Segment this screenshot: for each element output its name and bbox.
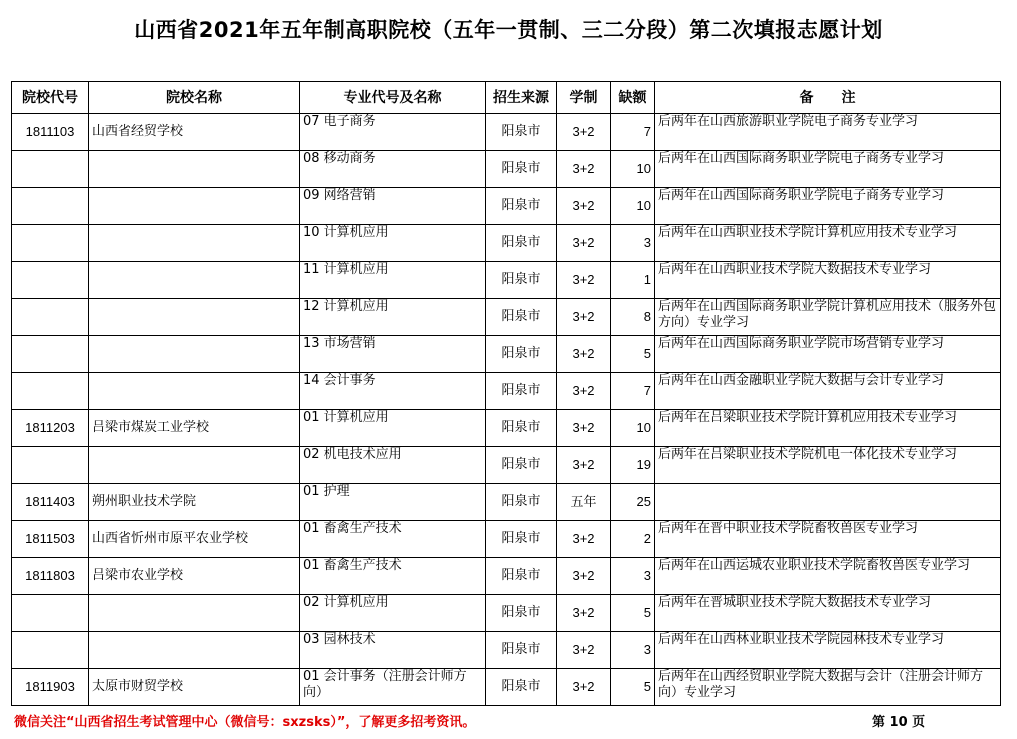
school-name-cell [89, 447, 300, 484]
table-row [12, 669, 1001, 706]
table-row [12, 447, 1001, 484]
school-code-cell: 1811203 [12, 410, 89, 447]
note-cell: 后两年在山西职业技术学院计算机应用技术专业学习 [655, 225, 1001, 262]
system-cell: 3+2 [557, 595, 611, 632]
source-cell: 阳泉市 [486, 595, 557, 632]
school-code-cell [12, 336, 89, 373]
school-name-cell [89, 188, 300, 225]
school-name-cell: 吕梁市农业学校 [89, 558, 300, 595]
system-cell: 3+2 [557, 114, 611, 151]
quota-cell: 5 [611, 595, 655, 632]
note-cell: 后两年在山西国际商务职业学院电子商务专业学习 [655, 188, 1001, 225]
header-quota: 缺额 [611, 82, 655, 114]
major-cell: 08 移动商务 [300, 151, 486, 188]
source-cell: 阳泉市 [486, 447, 557, 484]
quota-cell: 7 [611, 114, 655, 151]
school-code-cell [12, 373, 89, 410]
school-code-cell [12, 188, 89, 225]
quota-cell: 5 [611, 336, 655, 373]
system-cell: 3+2 [557, 632, 611, 669]
school-name-cell [89, 373, 300, 410]
source-cell: 阳泉市 [486, 669, 557, 706]
system-cell: 3+2 [557, 151, 611, 188]
major-cell: 01 计算机应用 [300, 410, 486, 447]
note-cell: 后两年在山西国际商务职业学院市场营销专业学习 [655, 336, 1001, 373]
source-cell: 阳泉市 [486, 410, 557, 447]
page-title: 山西省2021年五年制高职院校（五年一贯制、三二分段）第二次填报志愿计划 [134, 18, 883, 42]
quota-cell: 10 [611, 410, 655, 447]
system-cell: 3+2 [557, 336, 611, 373]
quota-cell: 8 [611, 299, 655, 336]
enrollment-plan-table [11, 81, 1001, 706]
quota-cell: 3 [611, 225, 655, 262]
major-cell: 09 网络营销 [300, 188, 486, 225]
note-cell: 后两年在山西国际商务职业学院计算机应用技术（服务外包方向）专业学习 [655, 299, 1001, 336]
note-cell: 后两年在山西职业技术学院大数据技术专业学习 [655, 262, 1001, 299]
table-row [12, 299, 1001, 336]
table-row [12, 558, 1001, 595]
table-row [12, 632, 1001, 669]
table-row [12, 410, 1001, 447]
school-name-cell: 山西省经贸学校 [89, 114, 300, 151]
source-cell: 阳泉市 [486, 373, 557, 410]
note-cell: 后两年在晋城职业技术学院大数据技术专业学习 [655, 595, 1001, 632]
system-cell: 3+2 [557, 558, 611, 595]
quota-cell: 3 [611, 632, 655, 669]
school-code-cell: 1811403 [12, 484, 89, 521]
system-cell: 3+2 [557, 225, 611, 262]
major-cell: 10 计算机应用 [300, 225, 486, 262]
major-cell: 11 计算机应用 [300, 262, 486, 299]
system-cell: 五年 [557, 484, 611, 521]
system-cell: 3+2 [557, 410, 611, 447]
table-header-row [12, 82, 1001, 114]
major-cell: 01 畜禽生产技术 [300, 558, 486, 595]
school-name-cell [89, 299, 300, 336]
school-code-cell [12, 595, 89, 632]
table-row [12, 521, 1001, 558]
note-cell: 后两年在吕梁职业技术学院计算机应用技术专业学习 [655, 410, 1001, 447]
school-code-cell [12, 299, 89, 336]
quota-cell: 2 [611, 521, 655, 558]
school-name-cell [89, 595, 300, 632]
note-cell: 后两年在山西国际商务职业学院电子商务专业学习 [655, 151, 1001, 188]
school-code-cell [12, 225, 89, 262]
system-cell: 3+2 [557, 188, 611, 225]
note-cell [655, 484, 1001, 521]
major-cell: 03 园林技术 [300, 632, 486, 669]
school-name-cell [89, 336, 300, 373]
header-school-name: 院校名称 [89, 82, 300, 114]
school-name-cell: 山西省忻州市原平农业学校 [89, 521, 300, 558]
major-cell: 01 护理 [300, 484, 486, 521]
school-code-cell: 1811903 [12, 669, 89, 706]
quota-cell: 7 [611, 373, 655, 410]
table-row [12, 225, 1001, 262]
system-cell: 3+2 [557, 373, 611, 410]
table-row [12, 262, 1001, 299]
note-cell: 后两年在山西金融职业学院大数据与会计专业学习 [655, 373, 1001, 410]
note-cell: 后两年在山西林业职业技术学院园林技术专业学习 [655, 632, 1001, 669]
table-row [12, 373, 1001, 410]
note-cell: 后两年在吕梁职业技术学院机电一体化技术专业学习 [655, 447, 1001, 484]
quota-cell: 25 [611, 484, 655, 521]
note-cell: 后两年在山西旅游职业学院电子商务专业学习 [655, 114, 1001, 151]
school-name-cell [89, 632, 300, 669]
source-cell: 阳泉市 [486, 151, 557, 188]
school-name-cell: 太原市财贸学校 [89, 669, 300, 706]
quota-cell: 19 [611, 447, 655, 484]
major-cell: 12 计算机应用 [300, 299, 486, 336]
table-row [12, 151, 1001, 188]
note-cell: 后两年在山西运城农业职业技术学院畜牧兽医专业学习 [655, 558, 1001, 595]
major-cell: 07 电子商务 [300, 114, 486, 151]
source-cell: 阳泉市 [486, 521, 557, 558]
school-name-cell [89, 262, 300, 299]
source-cell: 阳泉市 [486, 336, 557, 373]
school-code-cell: 1811803 [12, 558, 89, 595]
school-code-cell: 1811103 [12, 114, 89, 151]
major-cell: 13 市场营销 [300, 336, 486, 373]
quota-cell: 3 [611, 558, 655, 595]
school-code-cell [12, 447, 89, 484]
source-cell: 阳泉市 [486, 225, 557, 262]
table-row [12, 188, 1001, 225]
page-number: 第 10 页 [872, 715, 926, 730]
source-cell: 阳泉市 [486, 484, 557, 521]
header-source: 招生来源 [486, 82, 557, 114]
school-code-cell [12, 262, 89, 299]
table-row [12, 484, 1001, 521]
source-cell: 阳泉市 [486, 299, 557, 336]
table-row [12, 114, 1001, 151]
school-code-cell: 1811503 [12, 521, 89, 558]
source-cell: 阳泉市 [486, 188, 557, 225]
quota-cell: 1 [611, 262, 655, 299]
quota-cell: 10 [611, 188, 655, 225]
school-name-cell: 朔州职业技术学院 [89, 484, 300, 521]
header-major: 专业代号及名称 [300, 82, 486, 114]
major-cell: 14 会计事务 [300, 373, 486, 410]
wechat-notice: 微信关注“山西省招生考试管理中心（微信号：sxzsks）”，了解更多招考资讯。 [14, 715, 476, 730]
table-body [12, 114, 1001, 706]
quota-cell: 10 [611, 151, 655, 188]
source-cell: 阳泉市 [486, 262, 557, 299]
school-code-cell [12, 151, 89, 188]
table-row [12, 595, 1001, 632]
source-cell: 阳泉市 [486, 558, 557, 595]
school-name-cell [89, 151, 300, 188]
header-school-code: 院校代号 [12, 82, 89, 114]
school-name-cell: 吕梁市煤炭工业学校 [89, 410, 300, 447]
system-cell: 3+2 [557, 447, 611, 484]
major-cell: 01 畜禽生产技术 [300, 521, 486, 558]
major-cell: 02 计算机应用 [300, 595, 486, 632]
quota-cell: 5 [611, 669, 655, 706]
major-cell: 02 机电技术应用 [300, 447, 486, 484]
system-cell: 3+2 [557, 521, 611, 558]
major-cell: 01 会计事务（注册会计师方向） [300, 669, 486, 706]
note-cell: 后两年在晋中职业技术学院畜牧兽医专业学习 [655, 521, 1001, 558]
system-cell: 3+2 [557, 669, 611, 706]
note-cell: 后两年在山西经贸职业学院大数据与会计（注册会计师方向）专业学习 [655, 669, 1001, 706]
table-row [12, 336, 1001, 373]
source-cell: 阳泉市 [486, 114, 557, 151]
system-cell: 3+2 [557, 262, 611, 299]
source-cell: 阳泉市 [486, 632, 557, 669]
school-name-cell [89, 225, 300, 262]
header-system: 学制 [557, 82, 611, 114]
header-note: 备 注 [655, 82, 1001, 114]
system-cell: 3+2 [557, 299, 611, 336]
school-code-cell [12, 632, 89, 669]
